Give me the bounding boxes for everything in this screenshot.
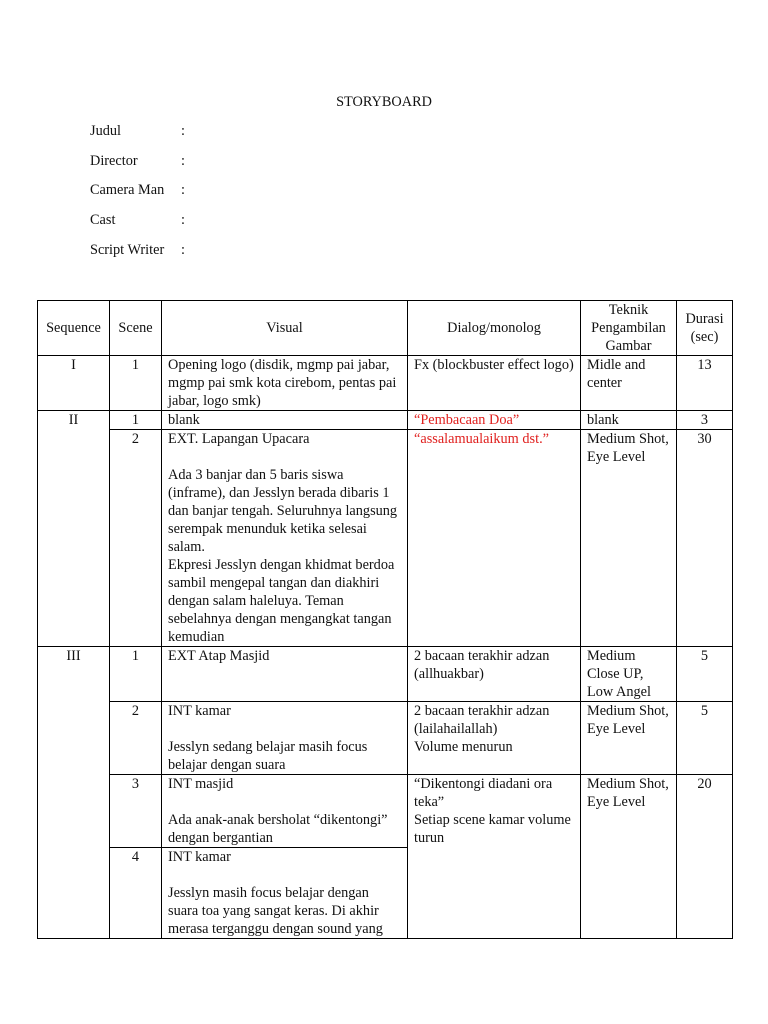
scene-cell: 1 [110, 411, 162, 430]
meta-label: Cast [90, 212, 116, 229]
storyboard-table [37, 300, 733, 939]
teknik-cell: Medium Shot, Eye Level [581, 775, 677, 939]
header-sequence: Sequence [38, 301, 110, 356]
scene-cell: 1 [110, 647, 162, 702]
scene-cell: 1 [110, 356, 162, 411]
durasi-cell: 5 [677, 647, 733, 702]
table-row [38, 647, 733, 702]
credits-block [90, 122, 185, 270]
visual-cell: EXT Atap Masjid [162, 647, 408, 702]
header-teknik: Teknik Pengambilan Gambar [581, 301, 677, 356]
meta-camera-man [90, 181, 185, 211]
dialog-cell: Fx (blockbuster effect logo) [408, 356, 581, 411]
scene-cell: 4 [110, 848, 162, 939]
spacer [168, 448, 401, 466]
dialog-line: “Dikentongi diadani ora teka” [414, 776, 553, 810]
meta-label: Director [90, 152, 138, 169]
spacer [168, 793, 401, 811]
visual-cell [162, 430, 408, 647]
meta-label: Script Writer [90, 241, 165, 258]
visual-description: Jesslyn masih focus belajar dengan suara toa yang sangat keras. Di akhir merasa terganggu dengan sound yang [168, 885, 383, 937]
visual-heading: INT masjid [168, 776, 234, 792]
durasi-cell: 20 [677, 775, 733, 939]
sequence-cell: I [38, 356, 110, 411]
sequence-cell: III [38, 647, 110, 939]
visual-cell [162, 702, 408, 775]
header-dialog: Dialog/monolog [408, 301, 581, 356]
teknik-cell: Midle and center [581, 356, 677, 411]
dialog-cell: 2 bacaan terakhir adzan (allhuakbar) [408, 647, 581, 702]
visual-cell: Opening logo (disdik, mgmp pai jabar, mgmp pai smk kota cirebom, pentas pai jabar, logo smk) [162, 356, 408, 411]
visual-description: Ada anak-anak bersholat “dikentongi” dengan bergantian [168, 812, 388, 846]
table-row [38, 411, 733, 430]
meta-label: Judul [90, 123, 121, 139]
spacer [168, 720, 401, 738]
meta-colon: : [181, 212, 185, 229]
meta-judul [90, 122, 185, 152]
meta-colon: : [181, 241, 185, 258]
visual-heading: EXT. Lapangan Upacara [168, 431, 310, 447]
durasi-cell: 5 [677, 702, 733, 775]
teknik-cell: Medium Shot, Eye Level [581, 702, 677, 775]
teknik-cell: Medium Shot, Eye Level [581, 430, 677, 647]
meta-cast [90, 211, 185, 241]
teknik-cell: Medium Close UP, Low Angel [581, 647, 677, 702]
meta-colon: : [181, 123, 185, 139]
dialog-cell [408, 775, 581, 939]
visual-heading: INT kamar [168, 849, 231, 865]
teknik-cell: blank [581, 411, 677, 430]
spacer [168, 866, 401, 884]
header-durasi: Durasi (sec) [677, 301, 733, 356]
scene-cell: 2 [110, 702, 162, 775]
meta-colon: : [181, 152, 185, 169]
meta-director [90, 152, 185, 182]
meta-colon: : [181, 182, 185, 199]
visual-description: Ada 3 banjar dan 5 baris siswa (inframe), dan Jesslyn berada dibaris 1 dan banjar tengah. Seluruhnya langsung serempak menunduk ketika selesai salam. [168, 467, 398, 555]
table-row [38, 775, 733, 848]
header-scene: Scene [110, 301, 162, 356]
visual-cell: blank [162, 411, 408, 430]
dialog-line: 2 bacaan terakhir adzan (lailahailallah) [414, 703, 550, 737]
dialog-cell [408, 702, 581, 775]
durasi-cell: 3 [677, 411, 733, 430]
dialog-cell: “Pembacaan Doa” [408, 411, 581, 430]
scene-cell: 2 [110, 430, 162, 647]
table-row [38, 702, 733, 775]
meta-label: Camera Man [90, 182, 165, 199]
visual-description: Ekpresi Jesslyn dengan khidmat berdoa sambil mengepal tangan dan diakhiri dengan salam haleluya. Teman sebelahnya dengan mengangkat tangan kemudian [168, 557, 395, 645]
scene-cell: 3 [110, 775, 162, 848]
visual-cell [162, 775, 408, 848]
header-visual: Visual [162, 301, 408, 356]
visual-description: Jesslyn sedang belajar masih focus belajar dengan suara [168, 739, 368, 773]
visual-cell [162, 848, 408, 939]
dialog-line: Volume menurun [414, 739, 513, 755]
sequence-cell: II [38, 411, 110, 647]
dialog-cell: “assalamualaikum dst.” [408, 430, 581, 647]
durasi-cell: 13 [677, 356, 733, 411]
visual-heading: INT kamar [168, 703, 231, 719]
table-row [38, 356, 733, 411]
durasi-cell: 30 [677, 430, 733, 647]
document-title: STORYBOARD [336, 94, 432, 110]
dialog-line: Setiap scene kamar volume turun [414, 812, 571, 846]
meta-script-writer [90, 241, 185, 271]
table-row [38, 430, 733, 647]
table-header-row [38, 301, 733, 356]
